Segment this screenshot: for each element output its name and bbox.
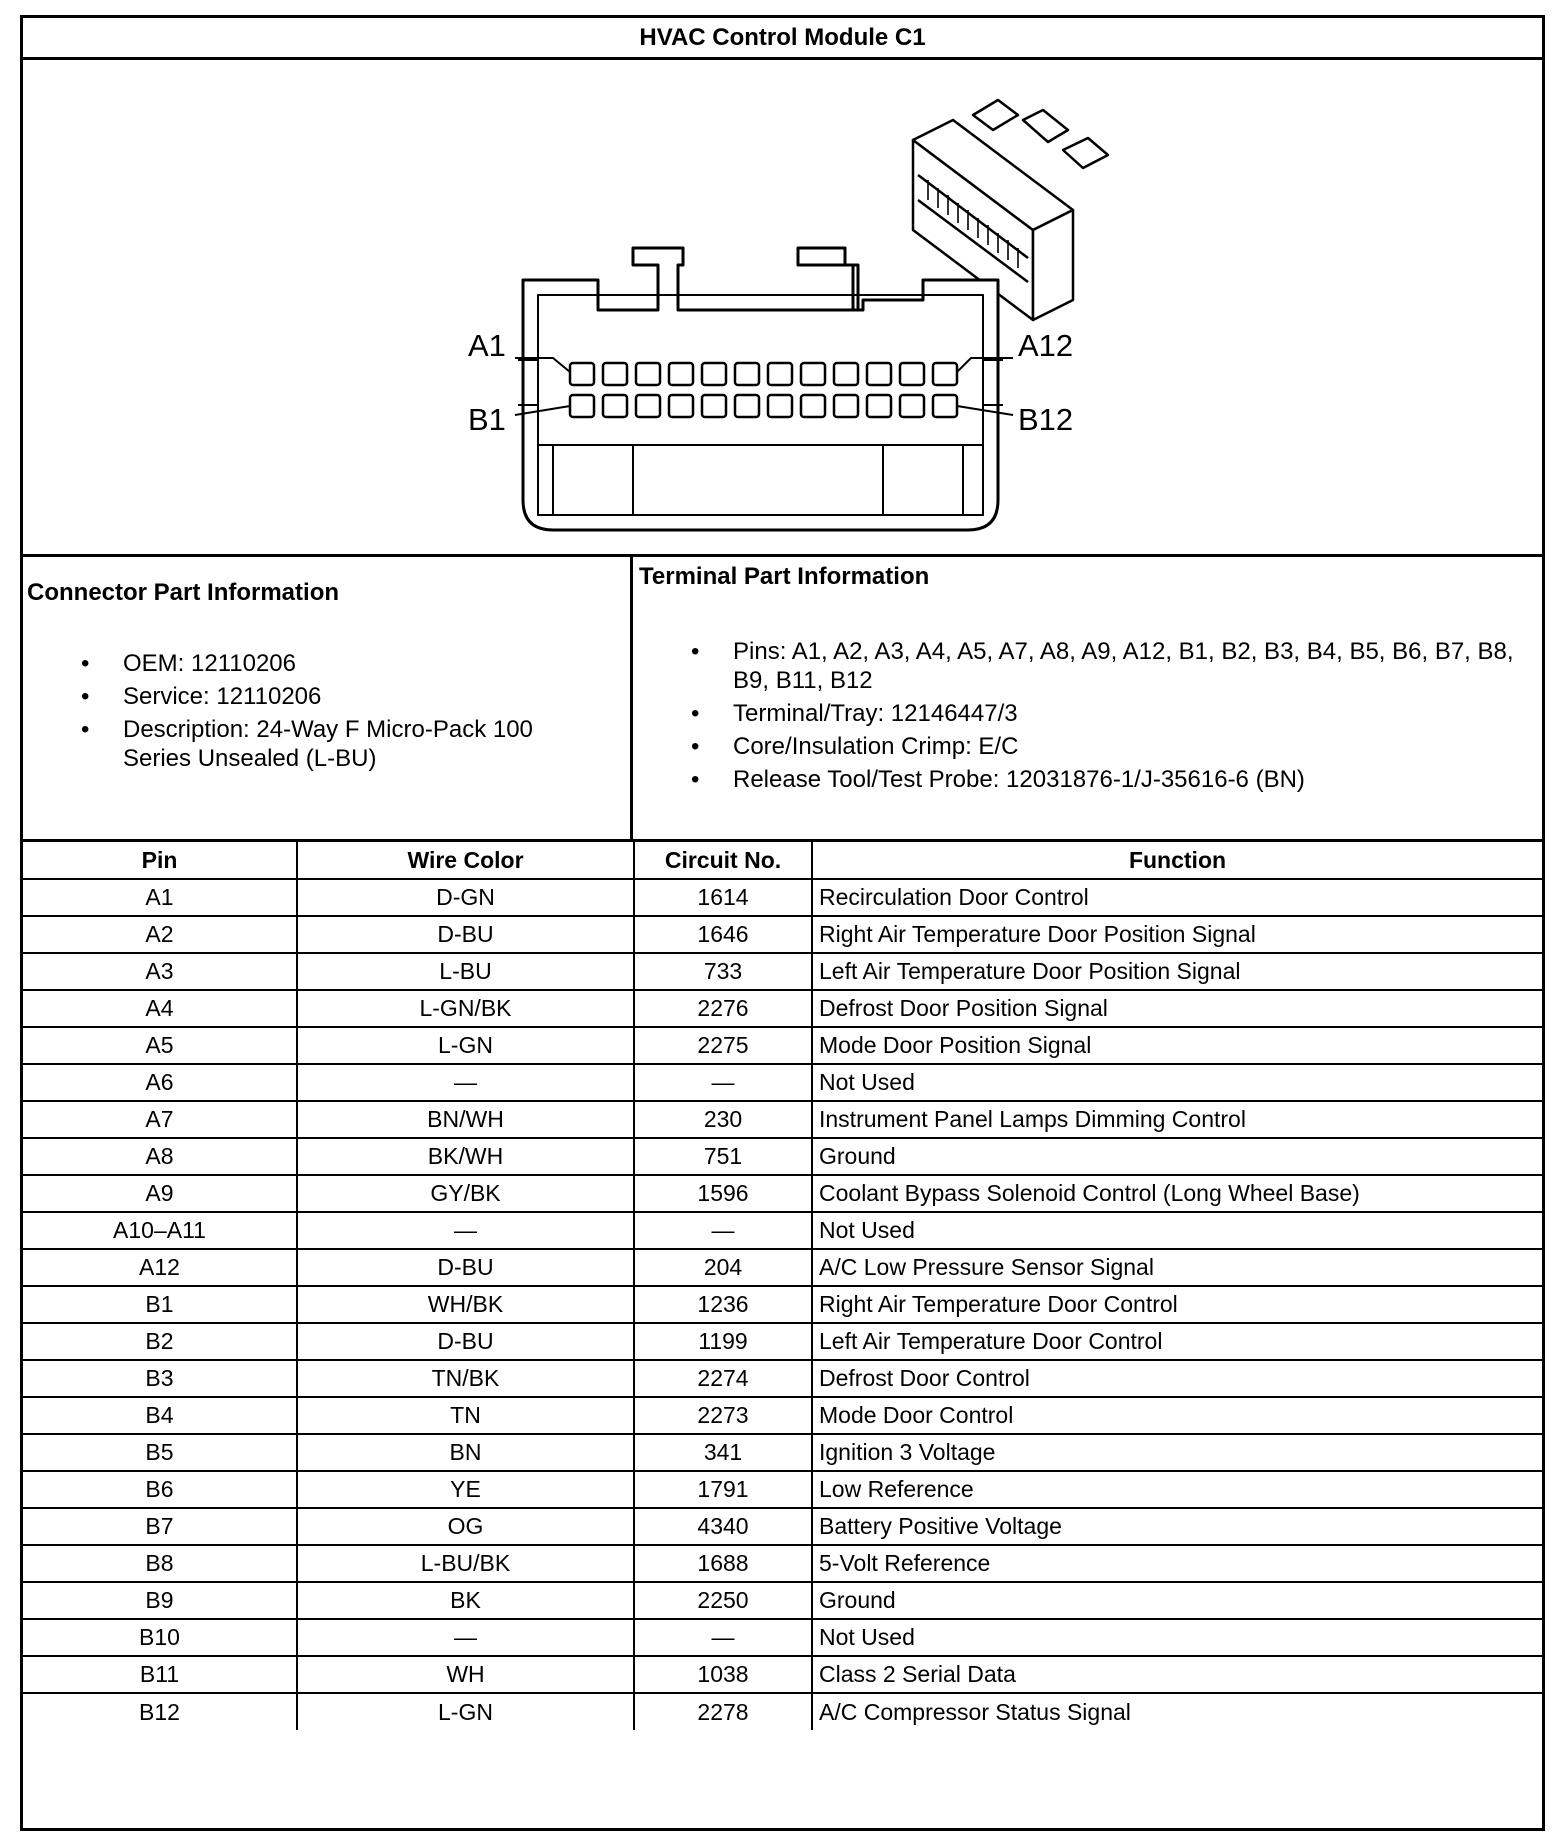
- cell-circuit-no: 2276: [634, 990, 812, 1027]
- connector-part-info: [23, 557, 633, 839]
- list-item: • Release Tool/Test Probe: 12031876-1/J-35616-6 (BN): [691, 765, 1541, 794]
- cell-wire-color: WH/BK: [297, 1286, 634, 1323]
- cell-pin: B1: [23, 1286, 297, 1323]
- cell-function: Instrument Panel Lamps Dimming Control: [812, 1101, 1542, 1138]
- table-row: [23, 1397, 1542, 1434]
- cell-pin: B8: [23, 1545, 297, 1582]
- list-item: • Pins: A1, A2, A3, A4, A5, A7, A8, A9, A12, B1, B2, B3, B4, B5, B6, B7, B8, B9, B11, B12: [691, 637, 1541, 695]
- cell-wire-color: BN/WH: [297, 1101, 634, 1138]
- cell-pin: A6: [23, 1064, 297, 1101]
- cavity-a3: [636, 363, 660, 385]
- cavity-b1: [570, 395, 594, 417]
- table-row: [23, 1619, 1542, 1656]
- table-row: [23, 1693, 1542, 1730]
- table-header-row: [23, 842, 1542, 879]
- pinout-table: [23, 842, 1542, 1730]
- cavity-b11: [900, 395, 924, 417]
- cell-function: Low Reference: [812, 1471, 1542, 1508]
- cell-function: Recirculation Door Control: [812, 879, 1542, 916]
- cell-function: Not Used: [812, 1064, 1542, 1101]
- header-circuit-no: Circuit No.: [634, 842, 812, 879]
- cell-pin: B12: [23, 1693, 297, 1730]
- cell-pin: B10: [23, 1619, 297, 1656]
- list-item: • OEM: 12110206: [81, 649, 601, 678]
- label-a12: A12: [1018, 328, 1074, 363]
- cell-function: Not Used: [812, 1619, 1542, 1656]
- cell-pin: B9: [23, 1582, 297, 1619]
- cavity-b12: [933, 395, 957, 417]
- cell-circuit-no: 2274: [634, 1360, 812, 1397]
- list-item: • Service: 12110206: [81, 682, 601, 711]
- connector-list: [81, 649, 601, 777]
- cell-circuit-no: 1038: [634, 1656, 812, 1693]
- cell-circuit-no: 1614: [634, 879, 812, 916]
- cavity-a7: [768, 363, 792, 385]
- bullet-icon: [691, 765, 703, 794]
- cell-wire-color: TN: [297, 1397, 634, 1434]
- connector-face-view: [518, 248, 1003, 530]
- cell-pin: B4: [23, 1397, 297, 1434]
- cell-wire-color: L-GN: [297, 1693, 634, 1730]
- bullet-icon: [691, 732, 703, 761]
- cell-wire-color: YE: [297, 1471, 634, 1508]
- cell-pin: A2: [23, 916, 297, 953]
- cavity-a1: [570, 363, 594, 385]
- cell-pin: B6: [23, 1471, 297, 1508]
- header-wire-color: Wire Color: [297, 842, 634, 879]
- connector-heading: Connector Part Information: [27, 579, 340, 606]
- cavity-b9: [834, 395, 858, 417]
- cell-pin: A7: [23, 1101, 297, 1138]
- cell-circuit-no: 1791: [634, 1471, 812, 1508]
- cell-pin: A12: [23, 1249, 297, 1286]
- cell-function: Ignition 3 Voltage: [812, 1434, 1542, 1471]
- connector-drawing: [23, 60, 1542, 554]
- header-pin: Pin: [23, 842, 297, 879]
- cell-wire-color: D-BU: [297, 1249, 634, 1286]
- table-row: [23, 1064, 1542, 1101]
- cavity-b8: [801, 395, 825, 417]
- cell-pin: B2: [23, 1323, 297, 1360]
- table-row: [23, 1175, 1542, 1212]
- cell-wire-color: BN: [297, 1434, 634, 1471]
- cavity-a10: [867, 363, 891, 385]
- bullet-icon: [81, 715, 93, 744]
- cell-function: Left Air Temperature Door Position Signal: [812, 953, 1542, 990]
- cavity-b7: [768, 395, 792, 417]
- cell-pin: B5: [23, 1434, 297, 1471]
- connector-sheet: [20, 15, 1545, 1831]
- cell-circuit-no: 751: [634, 1138, 812, 1175]
- cavity-b10: [867, 395, 891, 417]
- cell-wire-color: WH: [297, 1656, 634, 1693]
- cell-function: 5-Volt Reference: [812, 1545, 1542, 1582]
- label-a1: A1: [468, 328, 506, 363]
- cell-function: A/C Compressor Status Signal: [812, 1693, 1542, 1730]
- cell-pin: A1: [23, 879, 297, 916]
- cell-circuit-no: 2278: [634, 1693, 812, 1730]
- cell-wire-color: L-GN: [297, 1027, 634, 1064]
- cavity-b4: [669, 395, 693, 417]
- table-row: [23, 1286, 1542, 1323]
- header-function: Function: [812, 842, 1542, 879]
- cavity-a8: [801, 363, 825, 385]
- table-row: [23, 1360, 1542, 1397]
- table-row: [23, 1249, 1542, 1286]
- table-row: [23, 953, 1542, 990]
- cavity-a11: [900, 363, 924, 385]
- cell-pin: A5: [23, 1027, 297, 1064]
- cavity-a5: [702, 363, 726, 385]
- table-row: [23, 1101, 1542, 1138]
- cell-wire-color: D-BU: [297, 916, 634, 953]
- cell-circuit-no: 1236: [634, 1286, 812, 1323]
- cell-function: Coolant Bypass Solenoid Control (Long Wheel Base): [812, 1175, 1542, 1212]
- cell-circuit-no: 1688: [634, 1545, 812, 1582]
- cell-function: Left Air Temperature Door Control: [812, 1323, 1542, 1360]
- cell-wire-color: D-GN: [297, 879, 634, 916]
- connector-diagram: [23, 60, 1542, 557]
- cell-function: Right Air Temperature Door Control: [812, 1286, 1542, 1323]
- cell-circuit-no: 1646: [634, 916, 812, 953]
- cell-wire-color: L-BU/BK: [297, 1545, 634, 1582]
- cell-wire-color: L-BU: [297, 953, 634, 990]
- cell-wire-color: —: [297, 1619, 634, 1656]
- cell-pin: A8: [23, 1138, 297, 1175]
- cell-pin: B3: [23, 1360, 297, 1397]
- cell-pin: B7: [23, 1508, 297, 1545]
- cell-circuit-no: 1596: [634, 1175, 812, 1212]
- cavity-b6: [735, 395, 759, 417]
- cell-function: Right Air Temperature Door Position Signal: [812, 916, 1542, 953]
- cell-wire-color: BK/WH: [297, 1138, 634, 1175]
- table-row: [23, 879, 1542, 916]
- cell-pin: A9: [23, 1175, 297, 1212]
- table-row: [23, 1471, 1542, 1508]
- cell-circuit-no: 1199: [634, 1323, 812, 1360]
- table-row: [23, 1027, 1542, 1064]
- cell-pin: A4: [23, 990, 297, 1027]
- label-b1: B1: [468, 402, 506, 437]
- cavity-a12: [933, 363, 957, 385]
- cell-circuit-no: 2273: [634, 1397, 812, 1434]
- cell-function: Ground: [812, 1138, 1542, 1175]
- table-row: [23, 1508, 1542, 1545]
- cell-pin: A3: [23, 953, 297, 990]
- part-information: [23, 557, 1542, 842]
- cavity-a2: [603, 363, 627, 385]
- list-item: • Description: 24-Way F Micro-Pack 100 Series Unsealed (L-BU): [81, 715, 601, 773]
- bullet-icon: [691, 637, 703, 666]
- terminal-part-info: [633, 557, 1542, 839]
- cell-wire-color: GY/BK: [297, 1175, 634, 1212]
- table-row: [23, 1212, 1542, 1249]
- terminal-list: [691, 637, 1541, 798]
- cell-circuit-no: 204: [634, 1249, 812, 1286]
- cell-wire-color: —: [297, 1064, 634, 1101]
- table-row: [23, 1323, 1542, 1360]
- cavity-a9: [834, 363, 858, 385]
- cell-circuit-no: 733: [634, 953, 812, 990]
- cell-circuit-no: 2275: [634, 1027, 812, 1064]
- cell-circuit-no: 230: [634, 1101, 812, 1138]
- cell-function: Mode Door Position Signal: [812, 1027, 1542, 1064]
- cell-function: Defrost Door Position Signal: [812, 990, 1542, 1027]
- cell-circuit-no: 4340: [634, 1508, 812, 1545]
- label-b12: B12: [1018, 402, 1074, 437]
- table-row: [23, 1656, 1542, 1693]
- cell-circuit-no: —: [634, 1212, 812, 1249]
- cavity-a6: [735, 363, 759, 385]
- cell-wire-color: D-BU: [297, 1323, 634, 1360]
- cell-function: Mode Door Control: [812, 1397, 1542, 1434]
- cell-wire-color: —: [297, 1212, 634, 1249]
- list-item: • Core/Insulation Crimp: E/C: [691, 732, 1541, 761]
- cell-circuit-no: —: [634, 1064, 812, 1101]
- cell-wire-color: TN/BK: [297, 1360, 634, 1397]
- cell-circuit-no: 2250: [634, 1582, 812, 1619]
- cell-circuit-no: 341: [634, 1434, 812, 1471]
- cavity-a4: [669, 363, 693, 385]
- table-row: [23, 1582, 1542, 1619]
- list-item: • Terminal/Tray: 12146447/3: [691, 699, 1541, 728]
- cell-wire-color: L-GN/BK: [297, 990, 634, 1027]
- cell-function: Defrost Door Control: [812, 1360, 1542, 1397]
- table-row: [23, 990, 1542, 1027]
- cell-function: A/C Low Pressure Sensor Signal: [812, 1249, 1542, 1286]
- cell-wire-color: BK: [297, 1582, 634, 1619]
- cavity-b5: [702, 395, 726, 417]
- bullet-icon: [81, 682, 93, 711]
- table-row: [23, 1434, 1542, 1471]
- cell-function: Class 2 Serial Data: [812, 1656, 1542, 1693]
- table-row: [23, 1545, 1542, 1582]
- terminal-heading: Terminal Part Information: [639, 563, 930, 590]
- cavity-b2: [603, 395, 627, 417]
- table-row: [23, 916, 1542, 953]
- cell-circuit-no: —: [634, 1619, 812, 1656]
- cell-pin: B11: [23, 1656, 297, 1693]
- cell-function: Ground: [812, 1582, 1542, 1619]
- cell-function: Battery Positive Voltage: [812, 1508, 1542, 1545]
- page-title: HVAC Control Module C1: [23, 18, 1542, 60]
- cavity-b3: [636, 395, 660, 417]
- cell-function: Not Used: [812, 1212, 1542, 1249]
- cell-pin: A10–A11: [23, 1212, 297, 1249]
- cell-wire-color: OG: [297, 1508, 634, 1545]
- bullet-icon: [81, 649, 93, 678]
- table-row: [23, 1138, 1542, 1175]
- bullet-icon: [691, 699, 703, 728]
